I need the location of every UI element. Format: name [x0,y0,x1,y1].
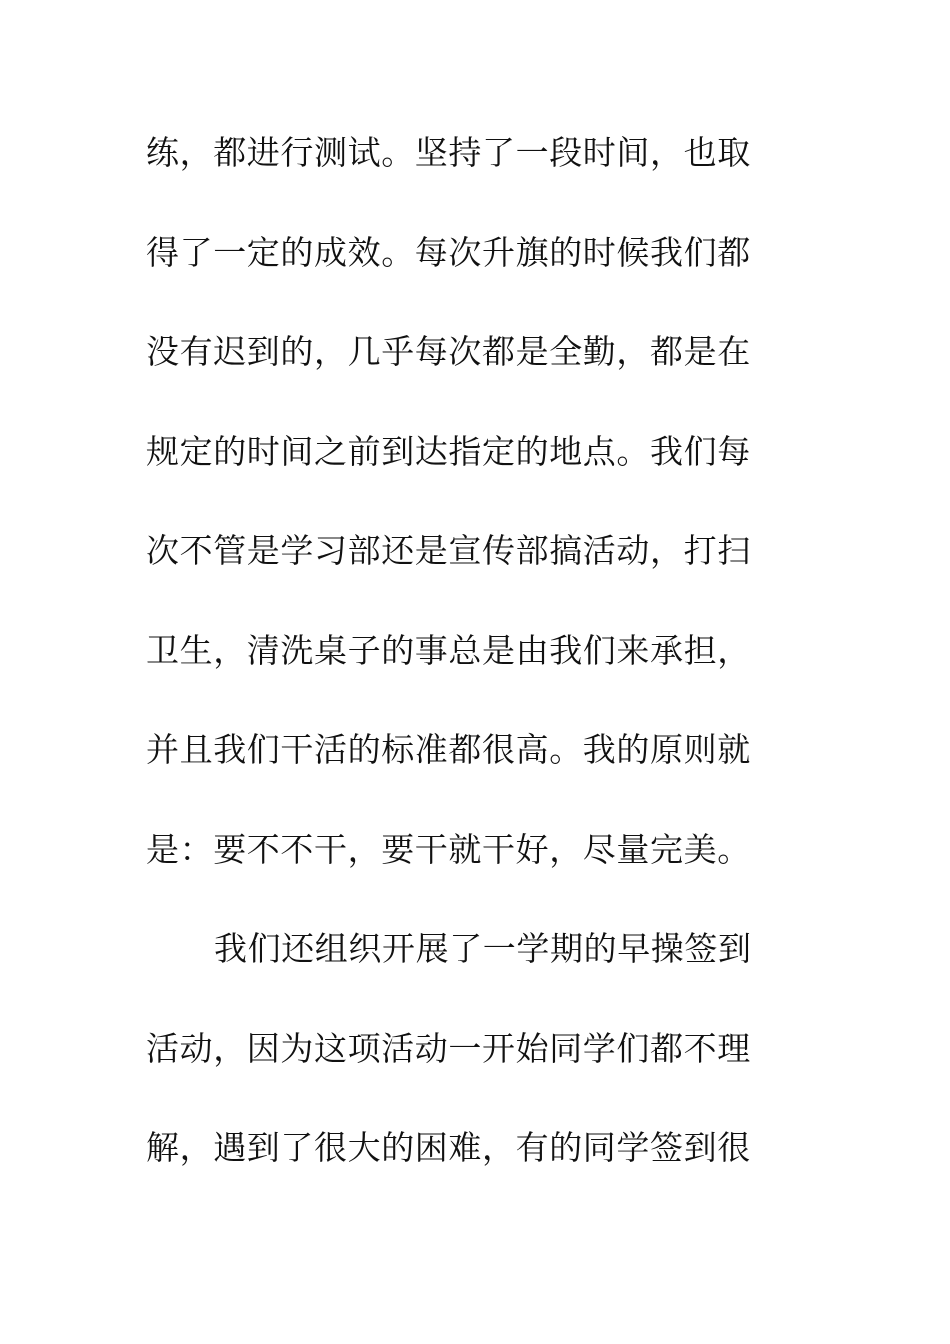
text-line-4: 规定的时间之前到达指定的地点。我们每 [146,431,751,471]
text-line-5: 次不管是学习部还是宣传部搞活动，打扫 [146,531,751,570]
body-text [146,128,786,1223]
text-line-10: 活动，因为这项活动一开始同学们都不理 [146,1028,751,1068]
text-line-2: 得了一定的成效。每次升旗的时候我们都 [146,232,751,272]
text-line-1: 练，都进行测试。坚持了一段时间，也取 [146,133,751,172]
text-line-3: 没有迟到的，几乎每次都是全勤，都是在 [146,332,751,371]
text-line-6: 卫生，清洗桌子的事总是由我们来承担， [146,630,751,670]
text-line-11: 解，遇到了很大的困难，有的同学签到很 [146,1128,751,1167]
text-line-8: 是：要不不干，要干就干好，尽量完美。 [146,829,751,869]
text-line-7: 并且我们干活的标准都很高。我的原则就 [146,730,751,769]
paragraph-start-line: 我们还组织开展了一学期的早操签到 [214,929,752,968]
